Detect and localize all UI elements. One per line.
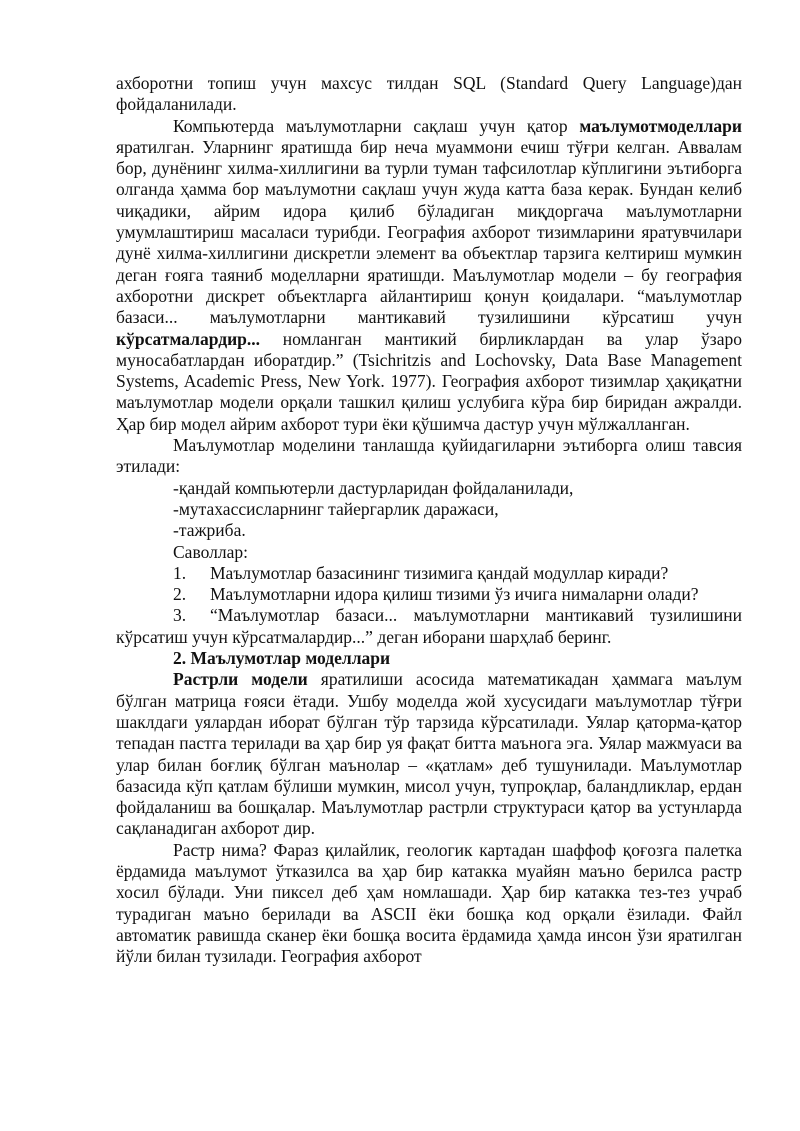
question-item (116, 605, 742, 648)
bold-term-data-models: маълумотмоделлари (579, 115, 742, 136)
section-heading-text: 2. Маълумотлар моделлари (173, 648, 391, 669)
paragraph-raster-model (116, 669, 742, 839)
paragraph-recommendation: Маълумотлар моделини танлашда қуйидагиларни эътиборга олиш тавсия этилади: (116, 435, 742, 477)
list-item: -тажриба. (173, 520, 246, 541)
list-item: -мутахассисларнинг тайергарлик даражаси, (173, 498, 499, 519)
section-heading (116, 648, 742, 669)
question-item (116, 563, 742, 584)
text-run: номланган мантикий бирликлардан ва улар ўзаро муносабатлардан иборатдир.” (Tsichritzis and Lochovsky, Data Base Management Systems, Academic Press, New York. 1977). География ахборот тизимлар ҳақиқатни маълумотлар модели орқали ташкил қилиш услубига кўра бир биридан ажралди. Ҳар бир модел айрим ахборот тури ёки қўшимча дастур учун мўлжалланган. (116, 328, 742, 434)
bold-term-instructions: кўрсатмалардир... (116, 328, 261, 349)
paragraph-what-is-raster: Растр нима? Фараз қилайлик, геологик картадан шаффоф қоғозга палетка ёрдамида маълумот ўтказилса ва ҳар бир катакка муайян маъно берилса растр хосил бўлади. Уни пиксел деб ҳам номлашади. Ҳар бир катакка тез-тез учраб турадиган маъно берилади ва ASCII ёки бошқа код орқали ёзилади. Файл автоматик равишда сканер ёки бошқа восита ёрдамида ҳамда инсон ўзи яратилган йўли билан тузилади. География ахборот (116, 839, 742, 967)
question-text: Маълумотларни идора қилиш тизими ўз ичига нималарни олади? (210, 584, 699, 605)
question-number: 3. (173, 605, 187, 626)
document-page (116, 73, 742, 967)
questions-label: Саволлар: (173, 541, 248, 562)
text-run: яратилиши асосида математикадан ҳаммага маълум бўлган матрица ғояси ётади. Ушбу моделда жой хусусидаги маълумотлар тўғри шаклдаги уялардан иборат бўлган тўр тарзида кўрсатилади. Уялар қаторма-қатор тепадан пастга терилади ва ҳар бир уя фақат битта маънога эга. Уялар мажмуаси ва улар билан боғлиқ бўлган маънолар – «қатлам» деб тушунилади. Маълумотлар базасида кўп қатлам бўлиши мумкин, мисол учун, тупроқлар, баландликлар, ердан фойдаланиш ва бошқалар. Маълумотлар растрли структураси қатор ва устунларда сақланадиган ахборот дир. (116, 669, 742, 839)
question-text: Маълумотлар базасининг тизимига қандай модуллар киради? (210, 562, 669, 583)
text-run: Компьютерда маълумотларни сақлаш учун қатор (173, 115, 580, 136)
question-number: 1. (173, 562, 187, 583)
list-item: -қандай компьютерли дастурларидан фойдаланилади, (173, 477, 574, 498)
paragraph-data-models (116, 116, 742, 435)
text-run: яратилган. Уларнинг яратишда бир неча муаммони ечиш тўғри келган. Аввалам бор, дунёнинг хилма-хиллигини ва турли туман тафсилотлар кўплигини эътиборга олганда ҳамма бор маълумотни сақлаш учун жуда катта база керак. Бундан келиб чиқадики, айрим идора қилиб бўладиган миқдоргача маълумотларни умумлаштириш масаласи турибди. География ахборот тизимларини яратувчилари дунё хилма-хиллигини дискретли элемент ва объектлар тарзига келтириш мумкин деган ғояга таяниб моделларни яратишди. Маълумотлар модели – бу география ахборотни дискрет объектларга айлантириш қонун қоидалари. “маълумотлар базаси... маълумотларни мантикавий тузилишини кўрсатиш учун (116, 136, 742, 328)
question-number: 2. (173, 584, 187, 605)
question-text: “Маълумотлар базаси... маълумотларни мантикавий тузилишини кўрсатиш учун кўрсатмалардир...” деган иборани шарҳлаб беринг. (116, 605, 742, 647)
question-item (116, 584, 742, 605)
bold-term-raster-model: Растрли модели (173, 669, 308, 690)
paragraph-intro: ахборотни топиш учун махсус тилдан SQL (Standard Query Language)дан фойдаланилади. (116, 73, 742, 115)
